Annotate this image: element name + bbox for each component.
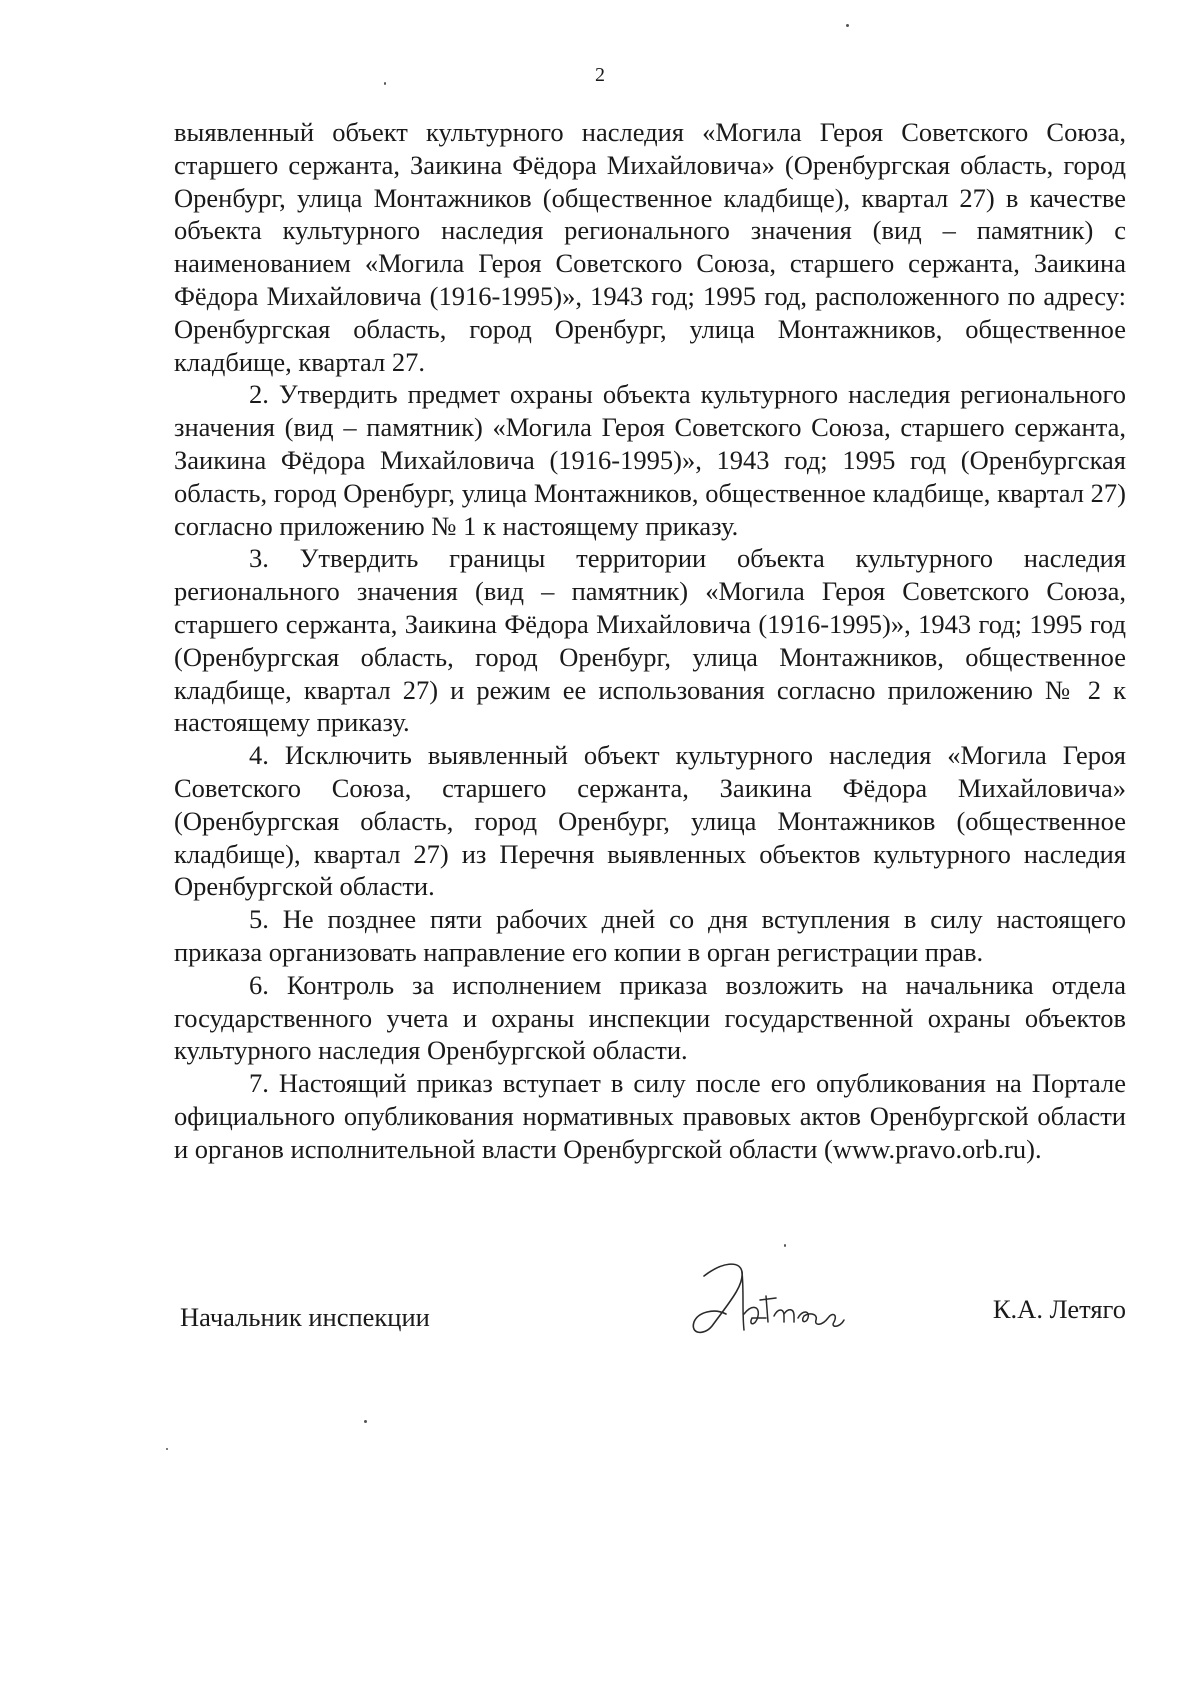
scan-speck — [784, 1244, 786, 1247]
paragraph-continuation: выявленный объект культурного наследия «Могила Героя Советского Союза, старшего сержанта, Заикина Фёдора Михайловича» (Оренбургская область, город Оренбург, улица Монтажников (общественное кладбище), квартал 27) в качестве объекта культурного наследия регионального значения (вид – памятник) с наименованием «Могила Героя Советского Союза, старшего сержанта, Заикина Фёдора Михайловича (1916-1995)», 1943 год; 1995 год, расположенного по адресу: Оренбургская область, город Оренбург, улица Монтажников, общественное кладбище, квартал 27. — [174, 117, 1126, 377]
signature-block — [174, 1280, 1126, 1360]
signatory-name: К.А. Летяго — [992, 1294, 1126, 1324]
document-body — [174, 116, 1126, 1166]
handwritten-signature — [682, 1256, 862, 1346]
paragraph-item-7: 7. Настоящий приказ вступает в силу после его опубликования на Портале официального опубликования нормативных правовых актов Оренбургской области и органов исполнительной власти Оренбургской области (www.pravo.orb.ru). — [174, 1068, 1126, 1164]
signatory-position: Начальник инспекции — [180, 1302, 430, 1332]
paragraph-item-6: 6. Контроль за исполнением приказа возложить на начальника отдела государственного учета и охраны инспекции государственной охраны объектов культурного наследия Оренбургской области. — [174, 969, 1126, 1066]
paragraph-item-5: 5. Не позднее пяти рабочих дней со дня вступления в силу настоящего приказа организовать направление его копии в орган регистрации прав. — [174, 904, 1126, 967]
page-number: 2 — [595, 64, 605, 86]
paragraph-item-3: 3. Утвердить границы территории объекта культурного наследия регионального значения (вид – памятник) «Могила Героя Советского Союза, старшего сержанта, Заикина Фёдора Михайловича (1916-1995)», 1943 год; 1995 год (Оренбургская область, город Оренбург, улица Монтажников, общественное кладбище, квартал 27) и режим ее использования согласно приложению № 2 к настоящему приказу. — [174, 543, 1126, 738]
paragraph-item-4: 4. Исключить выявленный объект культурного наследия «Могила Героя Советского Союза, старшего сержанта, Заикина Фёдора Михайловича» (Оренбургская область, город Оренбург, улица Монтажников (общественное кладбище), квартал 27) из Перечня выявленных объектов культурного наследия Оренбургской области. — [174, 740, 1126, 902]
scan-speck — [166, 1448, 168, 1450]
paragraph-item-2: 2. Утвердить предмет охраны объекта культурного наследия регионального значения (вид – памятник) «Могила Героя Советского Союза, старшего сержанта, Заикина Фёдора Михайловича (1916-1995)», 1943 год; 1995 год (Оренбургская область, город Оренбург, улица Монтажников, общественное кладбище, квартал 27) согласно приложению № 1 к настоящему приказу. — [174, 379, 1126, 541]
scan-speck — [364, 1420, 367, 1423]
scan-speck — [846, 24, 849, 27]
scan-speck — [384, 82, 386, 85]
